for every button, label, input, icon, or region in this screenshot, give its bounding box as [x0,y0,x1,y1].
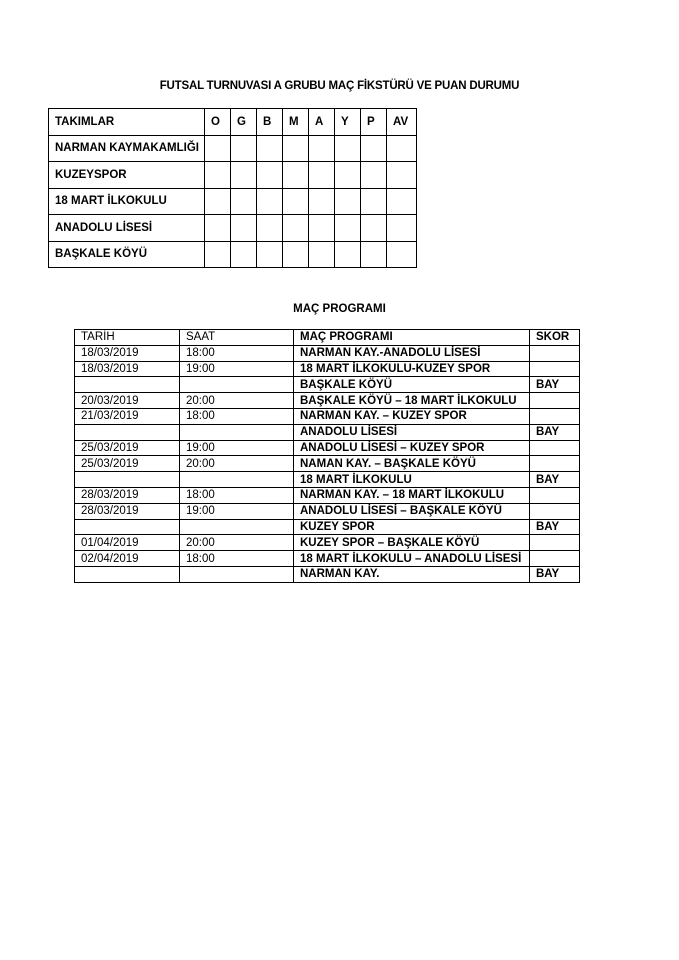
match-time [180,472,294,488]
standings-table [48,108,417,268]
standings-header-played: O [205,109,231,136]
stat-cell [361,135,387,162]
match-score: BAY [530,424,580,440]
match-fixture: NARMAN KAY. [294,566,530,582]
match-score [530,487,580,503]
stat-cell [257,135,283,162]
stat-cell [257,241,283,268]
schedule-header-row [75,330,580,346]
team-name: KUZEYSPOR [49,162,205,189]
stat-cell [231,162,257,189]
match-score [530,345,580,361]
match-date: 25/03/2019 [75,440,180,456]
match-score: BAY [530,519,580,535]
stat-cell [205,188,231,215]
schedule-header-match: MAÇ PROGRAMI [294,330,530,346]
standings-header-lost: M [283,109,309,136]
match-date: 28/03/2019 [75,487,180,503]
stat-cell [309,135,335,162]
match-fixture: NAMAN KAY. – BAŞKALE KÖYÜ [294,456,530,472]
match-time: 20:00 [180,456,294,472]
standings-row [49,241,417,268]
match-score: BAY [530,566,580,582]
match-fixture: KUZEY SPOR [294,519,530,535]
stat-cell [205,162,231,189]
schedule-row [75,535,580,551]
stat-cell [361,241,387,268]
stat-cell [205,215,231,242]
stat-cell [283,188,309,215]
match-date: 01/04/2019 [75,535,180,551]
match-time [180,424,294,440]
match-time [180,519,294,535]
schedule-row [75,472,580,488]
stat-cell [257,215,283,242]
schedule-row [75,408,580,424]
match-date [75,424,180,440]
standings-row [49,135,417,162]
stat-cell [283,162,309,189]
match-date: 20/03/2019 [75,393,180,409]
match-score: BAY [530,472,580,488]
match-score [530,361,580,377]
stat-cell [283,215,309,242]
match-date [75,519,180,535]
schedule-row [75,393,580,409]
schedule-row [75,361,580,377]
stat-cell [231,241,257,268]
document-title: FUTSAL TURNUVASI A GRUBU MAÇ FİKSTÜRÜ VE PUAN DURUMU [159,80,520,92]
match-date: 25/03/2019 [75,456,180,472]
schedule-header-date: TARİH [75,330,180,346]
standings-header-average: AV [387,109,417,136]
match-date [75,377,180,393]
stat-cell [231,215,257,242]
stat-cell [309,215,335,242]
match-date: 02/04/2019 [75,551,180,567]
match-time: 20:00 [180,393,294,409]
stat-cell [231,188,257,215]
stat-cell [257,162,283,189]
schedule-row [75,456,580,472]
standings-row [49,215,417,242]
stat-cell [283,241,309,268]
schedule-row [75,440,580,456]
stat-cell [335,135,361,162]
match-time: 18:00 [180,345,294,361]
match-fixture: ANADOLU LİSESİ [294,424,530,440]
stat-cell [335,215,361,242]
match-time: 20:00 [180,535,294,551]
standings-row [49,188,417,215]
schedule-title: MAÇ PROGRAMI [293,303,386,315]
stat-cell [309,162,335,189]
schedule-row [75,424,580,440]
stat-cell [231,135,257,162]
standings-header-row [49,109,417,136]
match-score [530,408,580,424]
stat-cell [387,215,417,242]
match-score [530,393,580,409]
match-score [530,503,580,519]
match-date [75,472,180,488]
match-time: 18:00 [180,487,294,503]
match-time: 19:00 [180,440,294,456]
stat-cell [205,241,231,268]
match-fixture: NARMAN KAY. – KUZEY SPOR [294,408,530,424]
schedule-row [75,503,580,519]
schedule-row [75,345,580,361]
schedule-row [75,566,580,582]
match-score [530,551,580,567]
schedule-header-score: SKOR [530,330,580,346]
stat-cell [205,135,231,162]
team-name: ANADOLU LİSESİ [49,215,205,242]
match-fixture: NARMAN KAY.-ANADOLU LİSESİ [294,345,530,361]
stat-cell [361,162,387,189]
match-score: BAY [530,377,580,393]
stat-cell [309,241,335,268]
match-fixture: KUZEY SPOR – BAŞKALE KÖYÜ [294,535,530,551]
stat-cell [361,188,387,215]
match-time: 19:00 [180,503,294,519]
match-fixture: 18 MART İLKOKULU [294,472,530,488]
schedule-row [75,377,580,393]
stat-cell [387,241,417,268]
match-time [180,377,294,393]
standings-header-goals-against: Y [335,109,361,136]
stat-cell [387,162,417,189]
standings-header-points: P [361,109,387,136]
standings-header-goals-for: A [309,109,335,136]
stat-cell [309,188,335,215]
match-fixture: BAŞKALE KÖYÜ [294,377,530,393]
standings-row [49,162,417,189]
match-time: 18:00 [180,408,294,424]
match-fixture: 18 MART İLKOKULU – ANADOLU LİSESİ [294,551,530,567]
stat-cell [283,135,309,162]
match-time: 18:00 [180,551,294,567]
match-date: 18/03/2019 [75,345,180,361]
match-score [530,440,580,456]
match-score [530,456,580,472]
stat-cell [335,241,361,268]
schedule-header-time: SAAT [180,330,294,346]
match-time: 19:00 [180,361,294,377]
match-fixture: ANADOLU LİSESİ – BAŞKALE KÖYÜ [294,503,530,519]
match-date: 28/03/2019 [75,503,180,519]
schedule-row [75,519,580,535]
schedule-row [75,551,580,567]
match-time [180,566,294,582]
stat-cell [335,162,361,189]
match-fixture: ANADOLU LİSESİ – KUZEY SPOR [294,440,530,456]
match-score [530,535,580,551]
stat-cell [387,135,417,162]
standings-header-won: G [231,109,257,136]
schedule-row [75,487,580,503]
team-name: 18 MART İLKOKULU [49,188,205,215]
match-fixture: NARMAN KAY. – 18 MART İLKOKULU [294,487,530,503]
team-name: BAŞKALE KÖYÜ [49,241,205,268]
standings-header-team: TAKIMLAR [49,109,205,136]
match-date: 18/03/2019 [75,361,180,377]
stat-cell [361,215,387,242]
standings-header-drawn: B [257,109,283,136]
stat-cell [257,188,283,215]
match-date: 21/03/2019 [75,408,180,424]
match-fixture: 18 MART İLKOKULU-KUZEY SPOR [294,361,530,377]
match-fixture: BAŞKALE KÖYÜ – 18 MART İLKOKULU [294,393,530,409]
match-date [75,566,180,582]
stat-cell [387,188,417,215]
stat-cell [335,188,361,215]
team-name: NARMAN KAYMAKAMLIĞI [49,135,205,162]
schedule-table [74,329,580,583]
